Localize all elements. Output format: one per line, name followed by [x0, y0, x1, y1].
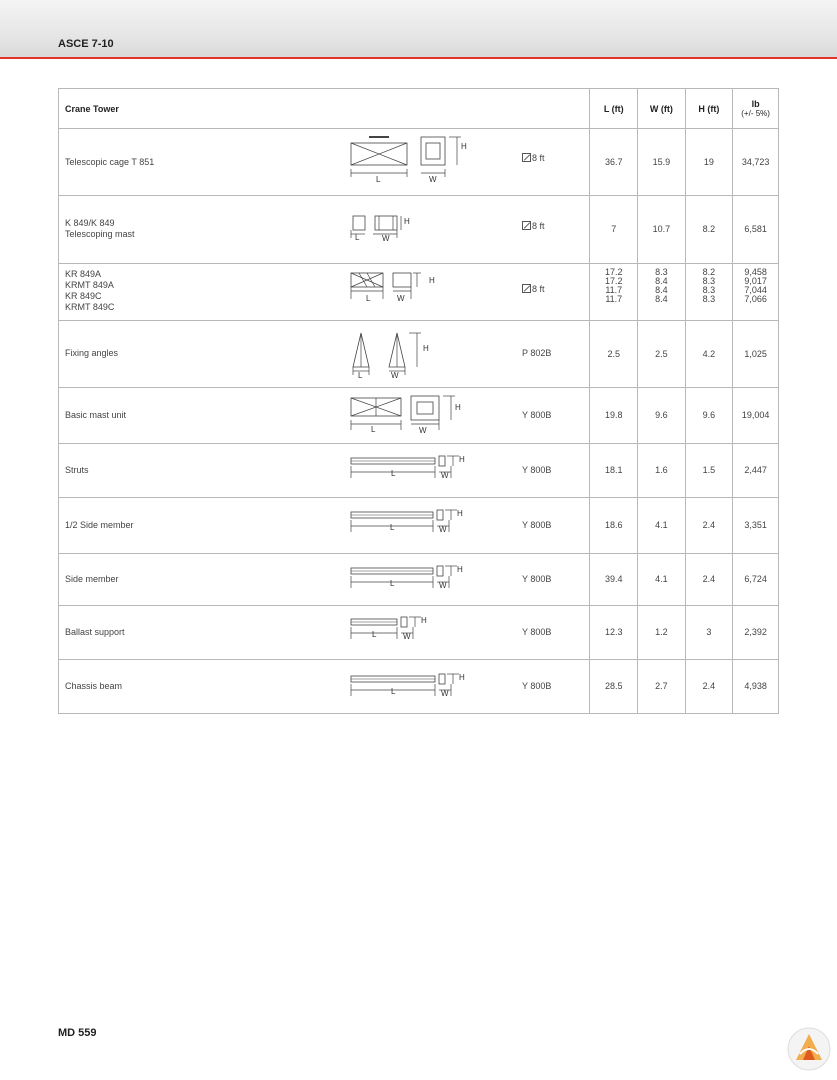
- weight-cell-value: 34,723: [741, 156, 770, 167]
- weight-cell: [733, 498, 779, 554]
- dimension-square-icon: [522, 284, 531, 293]
- width-cell-value: 8.4: [655, 294, 668, 304]
- component-drawing: [349, 212, 539, 262]
- length-cell-value: 7: [611, 224, 617, 234]
- dim-w: W: [391, 371, 399, 379]
- component-drawing: [349, 508, 539, 538]
- height-cell: [685, 660, 733, 714]
- width-cell-value: 2.7: [655, 681, 668, 691]
- width-cell-value: 8.4: [655, 276, 668, 286]
- reference-code: [522, 681, 551, 691]
- component-name-line: KRMT 849A: [65, 280, 114, 290]
- component-name: [65, 627, 125, 638]
- height-cell-value: 8.3: [702, 294, 716, 304]
- width-cell: [638, 606, 686, 660]
- reference-code: [522, 627, 551, 637]
- length-cell-value: 39.4: [604, 574, 623, 584]
- dim-h: H: [421, 616, 427, 625]
- component-cell: [59, 129, 590, 196]
- dim-w: W: [441, 471, 449, 480]
- dim-w: W: [397, 294, 405, 303]
- height-cell-value: 8.3: [702, 285, 716, 295]
- dim-w: W: [429, 175, 437, 184]
- length-cell: [590, 264, 638, 321]
- weight-cell-value: 1,025: [744, 348, 767, 359]
- length-cell: [590, 444, 638, 498]
- reference-code: [522, 410, 551, 420]
- width-cell: [638, 264, 686, 321]
- component-name-line: KRMT 849C: [65, 302, 115, 312]
- component-drawing: [349, 672, 539, 702]
- component-name: [65, 465, 89, 476]
- table-row: [59, 196, 779, 264]
- dim-h: H: [429, 276, 435, 285]
- height-cell-value: 3: [706, 627, 712, 637]
- dim-l: L: [376, 175, 381, 184]
- length-cell: [590, 196, 638, 264]
- dim-l: L: [391, 469, 396, 478]
- component-name-line: Ballast support: [65, 627, 125, 637]
- weight-cell: [733, 388, 779, 444]
- dim-h: H: [459, 455, 465, 464]
- table-row: [59, 321, 779, 388]
- component-name-line: Fixing angles: [65, 348, 119, 358]
- component-name-line: 1/2 Side member: [65, 520, 134, 530]
- reference-text: Y 800B: [522, 520, 552, 530]
- length-cell: [590, 129, 638, 196]
- reference-code: [522, 153, 545, 163]
- weight-cell-value: 7,044: [744, 285, 767, 295]
- dim-h: H: [404, 217, 410, 226]
- weight-cell: [733, 606, 779, 660]
- component-name-line: Basic mast unit: [65, 410, 127, 420]
- dim-w: W: [382, 234, 390, 243]
- component-name-line: K 849/K 849: [65, 218, 115, 228]
- reference-code: [522, 574, 551, 584]
- width-cell: [638, 660, 686, 714]
- component-drawing: [349, 394, 539, 444]
- component-cell: [59, 264, 590, 321]
- weight-cell-value: 7,066: [744, 294, 767, 304]
- weight-cell-value: 4,938: [744, 681, 767, 691]
- weight-cell-value: 3,351: [744, 520, 767, 530]
- weight-cell-value: 19,004: [741, 410, 770, 420]
- reference-text: P 802B: [522, 348, 552, 358]
- length-cell-value: 18.1: [604, 465, 623, 475]
- dim-l: L: [390, 579, 395, 588]
- length-cell-value: 36.7: [604, 156, 623, 167]
- dim-l: L: [391, 687, 396, 696]
- dim-w: W: [439, 525, 447, 534]
- height-cell: [685, 129, 733, 196]
- weight-cell: [733, 129, 779, 196]
- reference-text: Y 800B: [522, 574, 552, 584]
- width-cell-value: 1.2: [655, 627, 668, 637]
- reference-code: [522, 348, 551, 358]
- width-cell: [638, 388, 686, 444]
- component-name-line: Chassis beam: [65, 681, 123, 691]
- dim-w: W: [439, 581, 447, 590]
- width-cell-value: 2.5: [655, 348, 668, 359]
- table-row: [59, 264, 779, 321]
- table-row: [59, 660, 779, 714]
- dim-l: L: [390, 523, 395, 532]
- width-cell: [638, 129, 686, 196]
- height-cell-value: 2.4: [702, 574, 716, 584]
- width-cell: [638, 498, 686, 554]
- component-cell: [59, 660, 590, 714]
- dim-w: W: [403, 632, 411, 641]
- header-weight: [733, 89, 779, 129]
- height-cell: [685, 606, 733, 660]
- dim-h: H: [459, 673, 465, 682]
- component-name: [65, 218, 135, 240]
- component-drawing: [349, 454, 539, 484]
- height-cell-value: 1.5: [702, 465, 716, 475]
- height-cell-value: 8.3: [702, 276, 716, 286]
- crane-network-logo-icon: [786, 1026, 832, 1072]
- header-height: H (ft): [685, 89, 733, 129]
- weight-cell: [733, 660, 779, 714]
- reference-code: [522, 284, 545, 294]
- width-cell-value: 8.4: [655, 285, 668, 295]
- dim-l: L: [366, 294, 371, 303]
- component-drawing: [349, 135, 539, 185]
- length-cell: [590, 321, 638, 388]
- width-cell: [638, 196, 686, 264]
- length-cell-value: 19.8: [604, 410, 623, 420]
- component-cell: [59, 196, 590, 264]
- component-name: [65, 681, 122, 692]
- length-cell: [590, 388, 638, 444]
- length-cell: [590, 660, 638, 714]
- component-name: [65, 157, 154, 168]
- footer-model-code: MD 559: [58, 1027, 97, 1039]
- weight-cell: [733, 554, 779, 606]
- length-cell-value: 17.2: [604, 276, 623, 286]
- width-cell: [638, 321, 686, 388]
- height-cell-value: 2.4: [702, 520, 716, 530]
- dimension-square-icon: [522, 153, 531, 162]
- dim-l: L: [358, 371, 363, 379]
- component-cell: [59, 606, 590, 660]
- component-name: [65, 348, 118, 359]
- weight-cell-value: 2,392: [744, 627, 767, 637]
- component-name-line: Side member: [65, 574, 119, 584]
- height-cell: [685, 321, 733, 388]
- header-weight-unit: (+/- 5%): [741, 109, 770, 118]
- length-cell-value: 2.5: [607, 348, 620, 359]
- reference-text: Y 800B: [522, 681, 552, 691]
- table-row: [59, 444, 779, 498]
- length-cell-value: 12.3: [604, 627, 623, 637]
- height-cell: [685, 388, 733, 444]
- length-cell-value: 28.5: [604, 681, 623, 691]
- weight-cell-value: 2,447: [744, 465, 767, 475]
- height-cell: [685, 444, 733, 498]
- reference-code: [522, 221, 545, 231]
- height-cell-value: 2.4: [702, 681, 716, 691]
- width-cell-value: 10.7: [652, 224, 671, 234]
- component-name-line: KR 849A: [65, 269, 102, 279]
- header-weight-label: lb: [751, 99, 760, 109]
- reference-text: 8 ft: [532, 284, 545, 294]
- header-crane-tower: Crane Tower: [59, 89, 590, 129]
- length-cell-value: 11.7: [605, 294, 623, 304]
- component-name: [65, 269, 114, 313]
- dim-h: H: [455, 403, 461, 412]
- header-red-rule: [0, 57, 837, 59]
- table-row: [59, 388, 779, 444]
- height-cell-value: 4.2: [702, 348, 716, 359]
- length-cell-value: 17.2: [604, 267, 623, 277]
- length-cell: [590, 606, 638, 660]
- component-name-line: Struts: [65, 465, 89, 475]
- crane-tower-spec-table: [58, 88, 779, 714]
- dim-l: L: [371, 425, 376, 434]
- header-width: W (ft): [638, 89, 686, 129]
- dim-h: H: [457, 565, 463, 574]
- reference-text: Y 800B: [522, 627, 552, 637]
- page-header-title: ASCE 7-10: [58, 38, 114, 50]
- component-cell: [59, 444, 590, 498]
- dim-l: L: [355, 233, 360, 242]
- width-cell: [638, 554, 686, 606]
- weight-cell: [733, 321, 779, 388]
- height-cell-value: 19: [703, 156, 714, 167]
- dimension-square-icon: [522, 221, 531, 230]
- length-cell-value: 18.6: [604, 520, 623, 530]
- component-cell: [59, 554, 590, 606]
- width-cell-value: 4.1: [655, 574, 668, 584]
- reference-text: 8 ft: [532, 221, 545, 231]
- weight-cell: [733, 196, 779, 264]
- weight-cell-value: 6,724: [744, 574, 767, 584]
- reference-code: [522, 465, 551, 475]
- component-name-line: Telescoping mast: [65, 229, 135, 239]
- table-row: [59, 498, 779, 554]
- table-row: [59, 129, 779, 196]
- table-header-row: [59, 89, 779, 129]
- width-cell-value: 8.3: [655, 267, 668, 277]
- reference-text: 8 ft: [532, 153, 545, 163]
- width-cell-value: 1.6: [655, 465, 668, 475]
- dim-h: H: [461, 142, 467, 151]
- component-drawing: [349, 329, 539, 379]
- width-cell-value: 15.9: [652, 156, 671, 167]
- header-length: L (ft): [590, 89, 638, 129]
- table-row: [59, 554, 779, 606]
- height-cell: [685, 264, 733, 321]
- reference-code: [522, 520, 551, 530]
- weight-cell-value: 9,458: [744, 267, 767, 277]
- height-cell-value: 8.2: [702, 224, 716, 234]
- dim-w: W: [441, 689, 449, 698]
- length-cell: [590, 554, 638, 606]
- dim-h: H: [457, 509, 463, 518]
- width-cell: [638, 444, 686, 498]
- component-drawing: [349, 271, 539, 321]
- component-drawing: [349, 564, 539, 594]
- table-row: [59, 606, 779, 660]
- weight-cell: [733, 264, 779, 321]
- width-cell-value: 9.6: [655, 410, 668, 420]
- weight-cell-value: 6,581: [744, 224, 767, 234]
- length-cell-value: 11.7: [605, 285, 623, 295]
- height-cell: [685, 196, 733, 264]
- height-cell: [685, 554, 733, 606]
- weight-cell: [733, 444, 779, 498]
- component-name-line: Telescopic cage T 851: [65, 157, 155, 167]
- dim-w: W: [419, 426, 427, 435]
- height-cell-value: 8.2: [702, 267, 716, 277]
- component-name: [65, 520, 134, 531]
- length-cell: [590, 498, 638, 554]
- reference-text: Y 800B: [522, 410, 552, 420]
- component-drawing: [349, 615, 539, 645]
- height-cell: [685, 498, 733, 554]
- weight-cell-value: 9,017: [744, 276, 767, 286]
- component-cell: [59, 388, 590, 444]
- reference-text: Y 800B: [522, 465, 552, 475]
- dim-l: L: [372, 630, 377, 639]
- height-cell-value: 9.6: [702, 410, 716, 420]
- component-cell: [59, 321, 590, 388]
- dim-h: H: [423, 344, 429, 353]
- component-cell: [59, 498, 590, 554]
- component-name-line: KR 849C: [65, 291, 102, 301]
- component-name: [65, 410, 126, 421]
- component-name: [65, 574, 119, 585]
- width-cell-value: 4.1: [655, 520, 668, 530]
- header-band: [0, 0, 837, 58]
